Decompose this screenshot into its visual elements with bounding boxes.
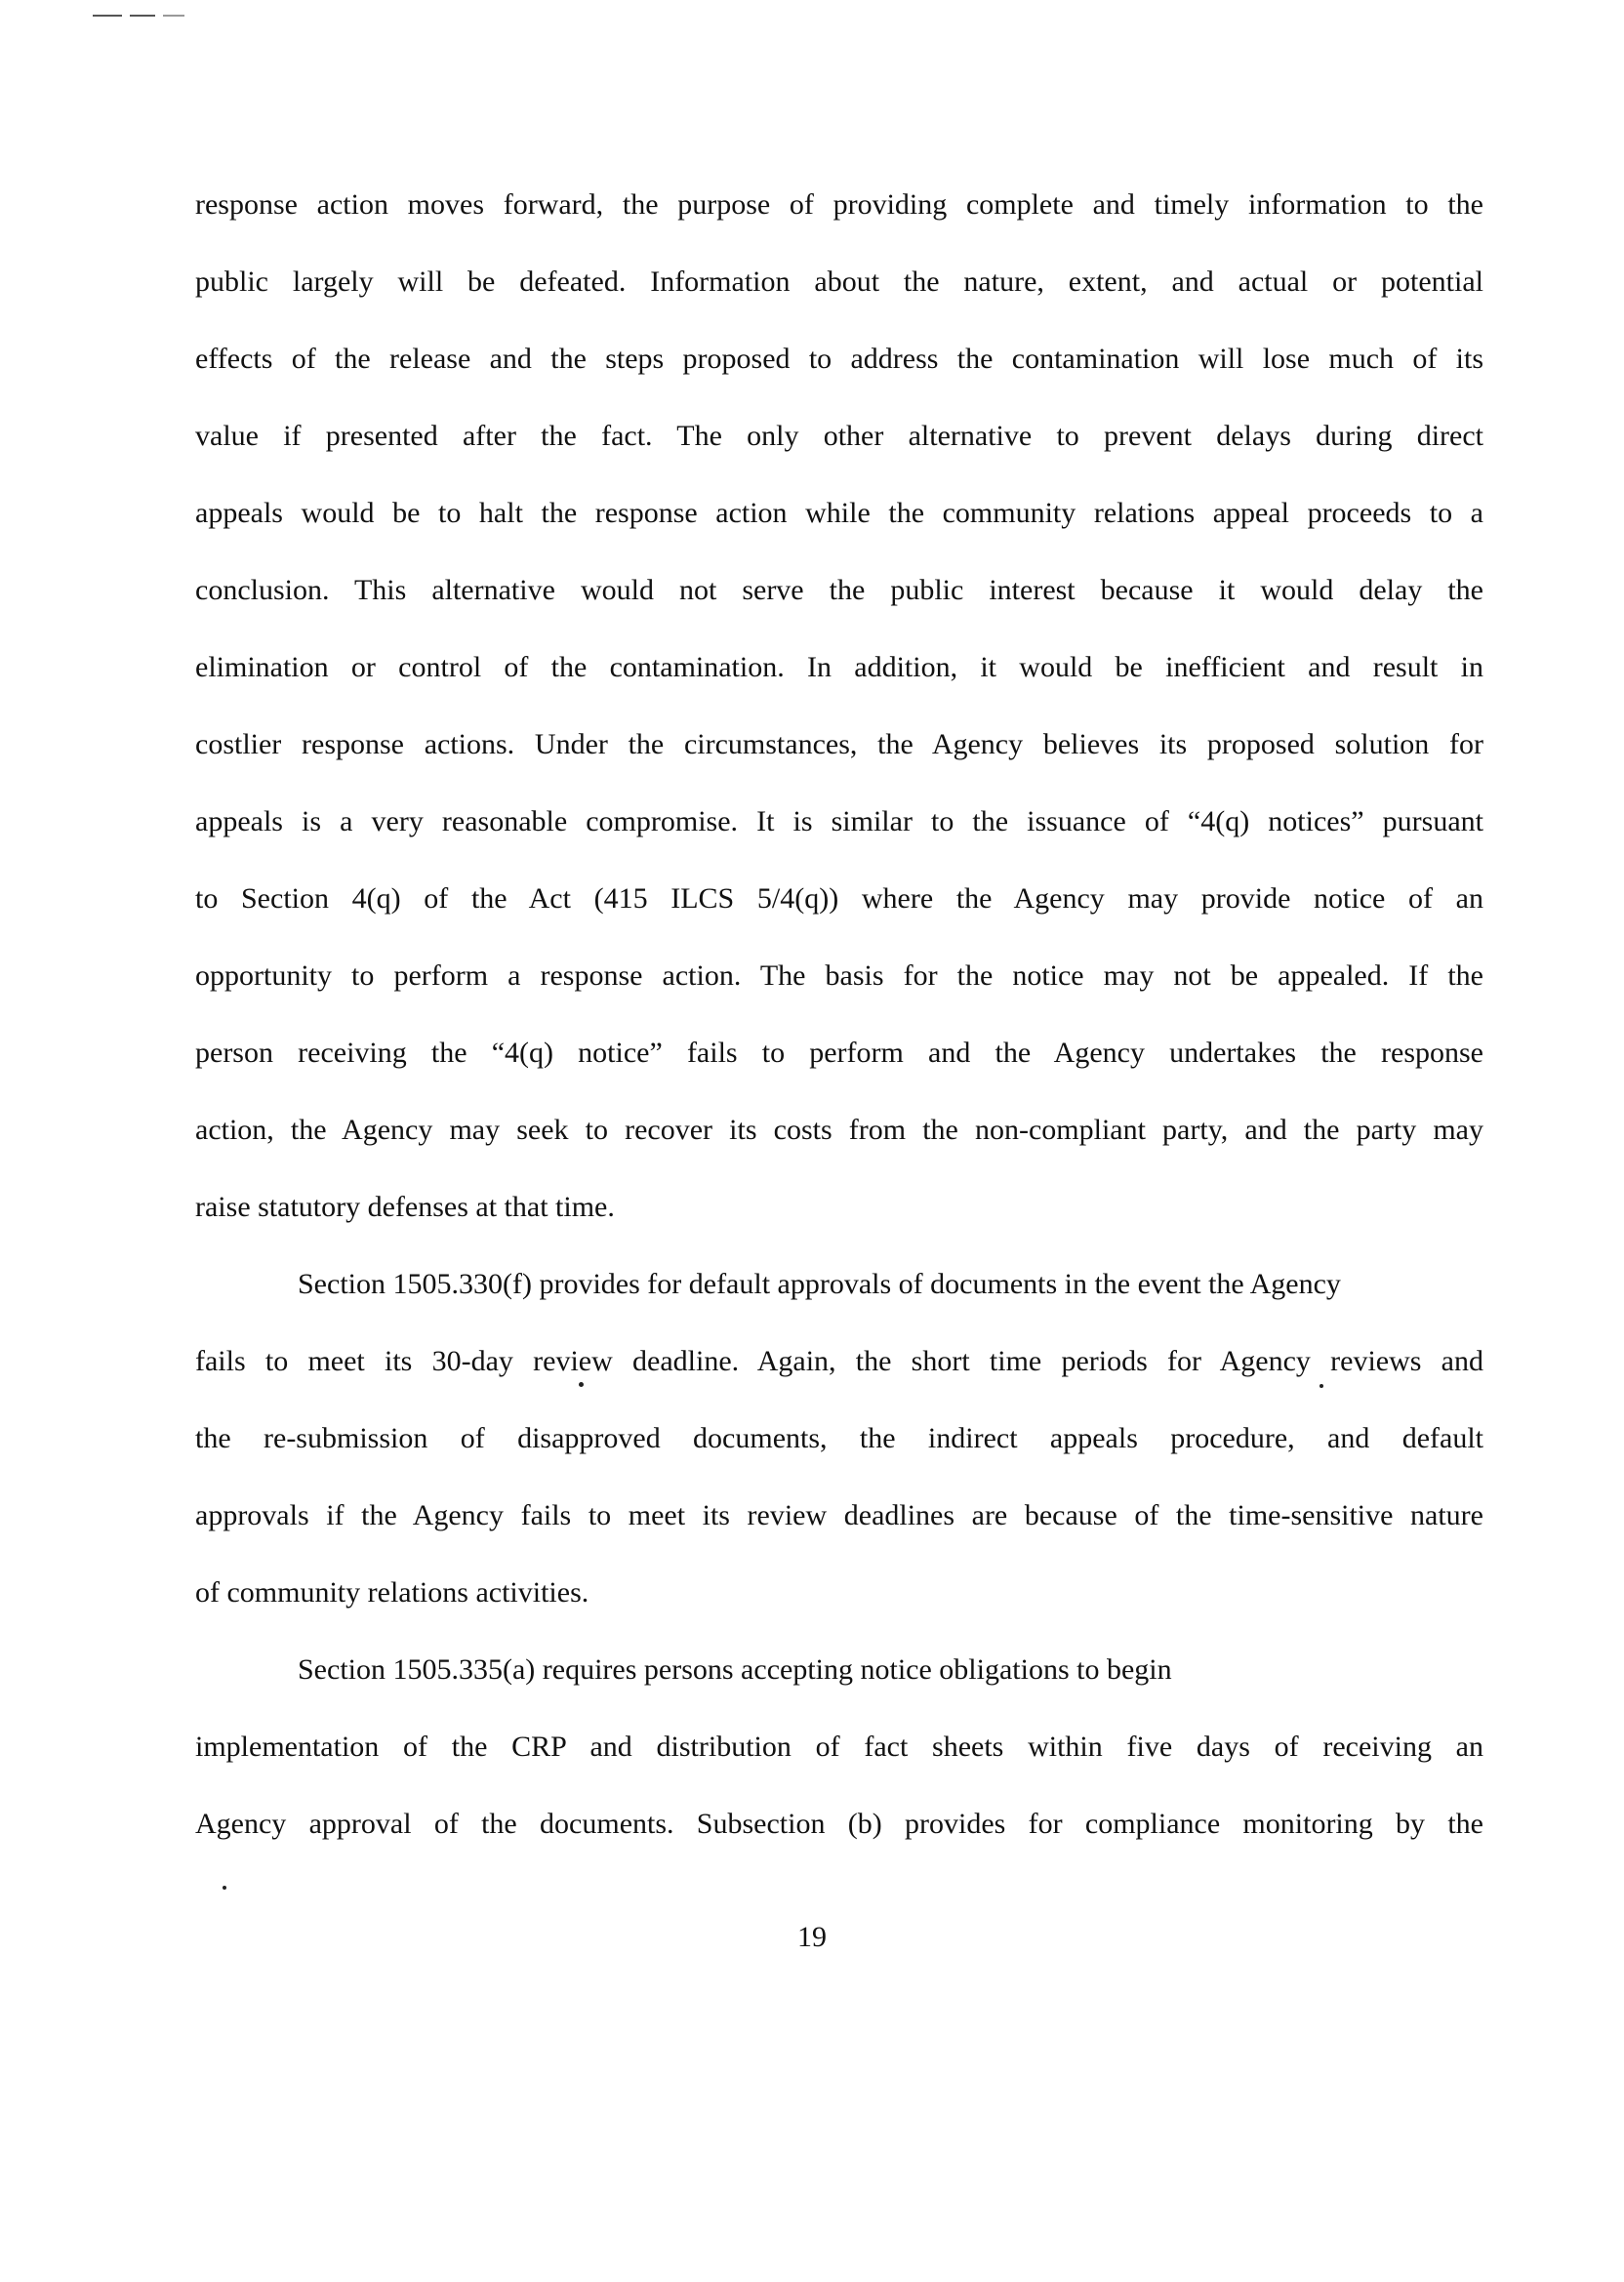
text-line: response action moves forward, the purpose of providing complete and timely information to the: [195, 188, 1483, 221]
text-line: of community relations activities.: [195, 1576, 589, 1609]
text-line: public largely will be defeated. Information about the nature, extent, and actual or potential: [195, 265, 1483, 298]
text-line: appeals would be to halt the response action while the community relations appeal proceeds to a: [195, 497, 1483, 529]
text-line: conclusion. This alternative would not serve the public interest because it would delay the: [195, 574, 1483, 606]
text-line: implementation of the CRP and distribution of fact sheets within five days of receiving an: [195, 1731, 1483, 1763]
text-line: Section 1505.335(a) requires persons accepting notice obligations to begin: [298, 1653, 1172, 1686]
scan-speck: [223, 1886, 226, 1890]
scan-speck: [579, 1382, 584, 1387]
paragraph-3: [195, 1641, 1483, 1872]
scan-artifact-mark: [163, 15, 184, 17]
text-line: opportunity to perform a response action. The basis for the notice may not be appealed. If the: [195, 959, 1483, 992]
scan-artifact-mark: [93, 15, 122, 17]
text-line: effects of the release and the steps proposed to address the contamination will lose much of its: [195, 343, 1483, 375]
text-line: approvals if the Agency fails to meet its review deadlines are because of the time-sensitive nature: [195, 1499, 1483, 1531]
page-number: 19: [797, 1921, 827, 1953]
text-line: fails to meet its 30-day review deadline. Again, the short time periods for Agency reviews and: [195, 1345, 1483, 1377]
scan-artifact-mark: [130, 15, 155, 17]
text-line: Section 1505.330(f) provides for default approvals of documents in the event the Agency: [298, 1268, 1341, 1300]
text-line: person receiving the “4(q) notice” fails to perform and the Agency undertakes the response: [195, 1037, 1483, 1069]
paragraph-2: [195, 1255, 1483, 1641]
body-text: [195, 176, 1483, 1872]
text-line: elimination or control of the contamination. In addition, it would be inefficient and result in: [195, 651, 1483, 683]
text-line: appeals is a very reasonable compromise. It is similar to the issuance of “4(q) notices” pursuant: [195, 805, 1483, 837]
text-line: Agency approval of the documents. Subsection (b) provides for compliance monitoring by the: [195, 1808, 1483, 1840]
text-line: costlier response actions. Under the circumstances, the Agency believes its proposed solution for: [195, 728, 1483, 760]
scan-speck: [1320, 1384, 1323, 1388]
text-line: value if presented after the fact. The only other alternative to prevent delays during direct: [195, 420, 1483, 452]
text-line: to Section 4(q) of the Act (415 ILCS 5/4(q)) where the Agency may provide notice of an: [195, 882, 1483, 915]
text-line: raise statutory defenses at that time.: [195, 1191, 615, 1223]
paragraph-1: [195, 176, 1483, 1255]
text-line: the re-submission of disapproved documents, the indirect appeals procedure, and default: [195, 1422, 1483, 1454]
text-line: action, the Agency may seek to recover its costs from the non-compliant party, and the party may: [195, 1114, 1483, 1146]
